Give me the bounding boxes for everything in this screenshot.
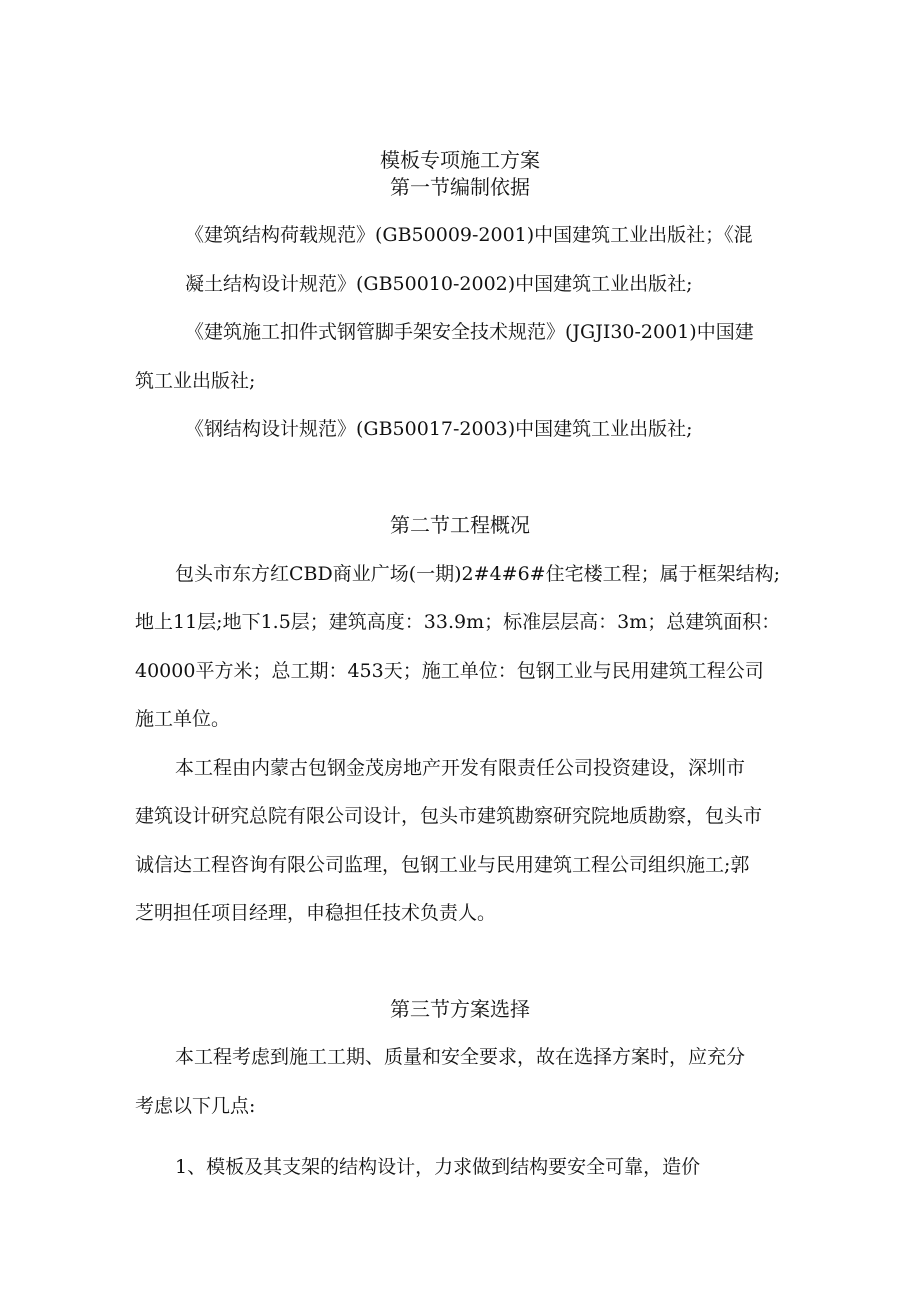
section-1-line-4: 筑工业出版社; <box>135 370 256 392</box>
section-1-line-1: 《建筑结构荷载规范》(GB50009-2001)中国建筑工业出版社；《混 <box>185 224 753 246</box>
section-2-p2-line-1: 本工程由内蒙古包钢金茂房地产开发有限责任公司投资建设，深圳市 <box>175 757 746 779</box>
section-2-p2-line-4: 芝明担任项目经理，申稳担任技术负责人。 <box>135 902 497 924</box>
document-title: 模板专项施工方案 <box>380 148 540 172</box>
section-3-item-1: 1、模板及其支架的结构设计，力求做到结构要安全可靠，造价 <box>175 1156 701 1178</box>
section-1-heading: 第一节编制依据 <box>390 175 530 199</box>
section-1-line-5: 《钢结构设计规范》(GB50017-2003)中国建筑工业出版社; <box>185 418 693 440</box>
section-2-p2-line-3: 诚信达工程咨询有限公司监理，包钢工业与民用建筑工程公司组织施工;郭 <box>135 854 750 876</box>
section-1-line-3: 《建筑施工扣件式钢管脚手架安全技术规范》(JGJI30-2001)中国建 <box>185 321 754 343</box>
section-1-line-2: 凝土结构设计规范》(GB50010-2002)中国建筑工业出版社; <box>185 273 693 295</box>
section-2-p2-line-2: 建筑设计研究总院有限公司设计，包头市建筑勘察研究院地质勘察，包头市 <box>135 805 763 827</box>
section-3-heading: 第三节方案选择 <box>390 997 530 1021</box>
section-2-p1-line-1: 包头市东方红CBD商业广场(一期)2#4#6#住宅楼工程；属于框架结构; <box>175 563 780 585</box>
section-2-p1-line-3: 40000平方米；总工期：453天；施工单位：包钢工业与民用建筑工程公司 <box>135 660 764 682</box>
section-2-heading: 第二节工程概况 <box>390 513 530 537</box>
section-2-p1-line-2: 地上11层;地下1.5层；建筑高度：33.9m；标准层层高：3m；总建筑面积： <box>135 611 781 633</box>
section-3-p1-line-1: 本工程考虑到施工工期、质量和安全要求，故在选择方案时，应充分 <box>175 1046 746 1068</box>
section-3-p1-line-2: 考虑以下几点: <box>135 1095 256 1117</box>
section-2-p1-line-4: 施工单位。 <box>135 708 231 730</box>
